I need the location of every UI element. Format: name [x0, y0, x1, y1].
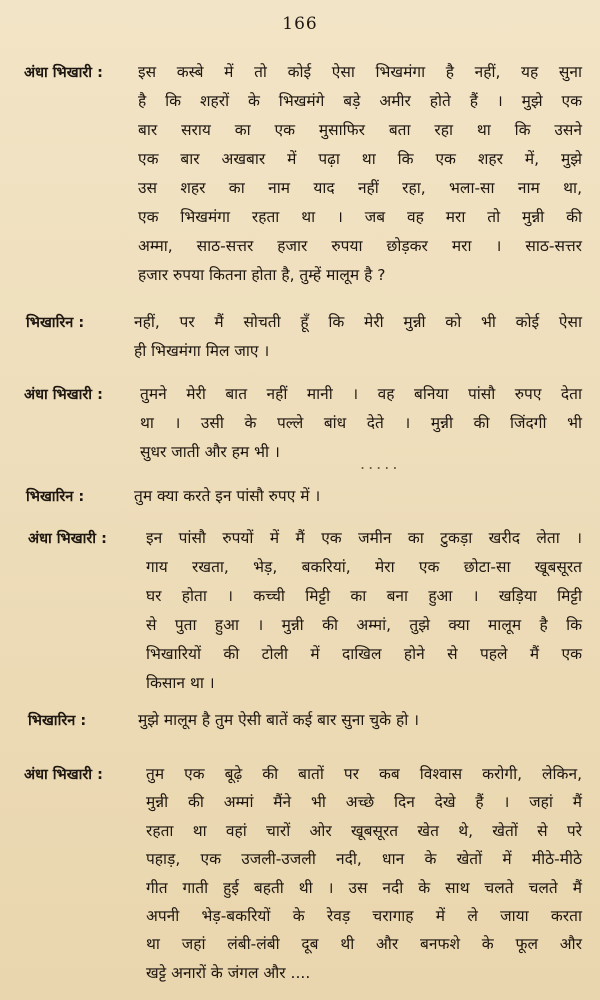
speech-line: इस कस्बे में तो कोई ऐसा भिखमंगा है नहीं, यह सुना	[138, 63, 582, 81]
speech-text	[138, 58, 582, 290]
speech-line: से पुता हुआ । मुन्नी की अम्मां, तुझे क्या मालूम है कि	[146, 616, 582, 634]
speech-line: था । उसी के पल्ले बांध देते । मुन्नी की जिंदगी भी	[140, 414, 582, 432]
speech-line: मुन्नी की अम्मां मैंने भी अच्छे दिन देखे हैं । जहां मैं	[146, 793, 582, 812]
speech-line: तुमने मेरी बात नहीं मानी । वह बनिया पांसौ रुपए देता	[140, 385, 582, 403]
speech-text	[134, 482, 582, 511]
speech-line: सुधर जाती और हम भी ।	[140, 443, 280, 461]
speech-line: गाय रखता, भेड़, बकरियां, मेरा एक छोटा-सा खूबसूरत	[146, 558, 582, 576]
speaker-label: भिखारिन :	[26, 489, 85, 505]
speech-line: बार सराय का एक मुसाफिर बता रहा था कि उसने	[138, 121, 582, 139]
speech-line: खट्टे अनारों के जंगल और ....	[146, 963, 311, 982]
speaker-label: अंधा भिखारी :	[24, 387, 103, 403]
speaker-label: अंधा भिखारी :	[24, 767, 103, 783]
speech-line: मुझे मालूम है तुम ऐसी बातें कई बार सुना चुके हो ।	[138, 711, 420, 729]
speaker-label: भिखारिन :	[26, 315, 85, 331]
speaker-label: भिखारिन :	[28, 713, 87, 729]
speech-line: एक बार अखबार में पढ़ा था कि एक शहर में, मुझे	[138, 150, 582, 168]
speaker-label: अंधा भिखारी :	[24, 65, 103, 81]
speech-line: भिखारियों की टोली में दाखिल होने से पहले मैं एक	[146, 645, 582, 663]
page-number: 166	[282, 14, 318, 34]
speech-line: पहाड़, एक उजली-उजली नदी, धान के खेतों में मीठे-मीठे	[146, 850, 582, 869]
speech-text	[146, 760, 582, 987]
speech-line: ही भिखमंगा मिल जाए ।	[134, 342, 270, 360]
speech-text	[134, 308, 582, 366]
speech-line: रहता था वहां चारों ओर खूबसूरत खेत थे, खेतों से परे	[146, 821, 582, 840]
speech-line: किसान था ।	[146, 674, 215, 692]
speech-line: उस शहर का नाम याद नहीं रहा, भला-सा नाम था,	[138, 179, 582, 197]
speech-line: तुम क्या करते इन पांसौ रुपए में ।	[134, 487, 321, 505]
speaker-label: अंधा भिखारी :	[28, 531, 107, 547]
speech-line: नहीं, पर मैं सोचती हूँ कि मेरी मुन्नी को भी कोई ऐसा	[134, 313, 582, 331]
faded-dots: .....	[360, 454, 401, 473]
speech-line: एक भिखमंगा रहता था । जब वह मरा तो मुन्नी की	[138, 208, 582, 226]
speech-line: तुम एक बूढ़े की बातों पर कब विश्वास करोगी, लेकिन,	[146, 765, 582, 783]
speech-line: घर होता । कच्ची मिट्टी का बना हुआ । खड़िया मिट्टी	[146, 587, 582, 605]
speech-line: अम्मा, साठ-सत्तर हजार रुपया छोड़कर मरा । साठ-सत्तर	[138, 237, 582, 255]
speech-line: हजार रुपया कितना होता है, तुम्हें मालूम है ?	[138, 266, 386, 284]
speech-text	[138, 706, 582, 735]
speech-line: इन पांसौ रुपयों में मैं एक जमीन का टुकड़ा खरीद लेता ।	[146, 529, 582, 547]
speech-line: है कि शहरों के भिखमंगे बड़े अमीर होते हैं । मुझे एक	[138, 92, 582, 110]
speech-line: गीत गाती हुई बहती थी । उस नदी के साथ चलते चलते मैं	[146, 878, 582, 897]
speech-text	[146, 524, 582, 698]
speech-line: अपनी भेड़-बकरियों के रेवड़ चरागाह में ले जाया करता	[146, 907, 582, 926]
speech-line: था जहां लंबी-लंबी दूब थी और बनफशे के फूल और	[146, 935, 582, 954]
